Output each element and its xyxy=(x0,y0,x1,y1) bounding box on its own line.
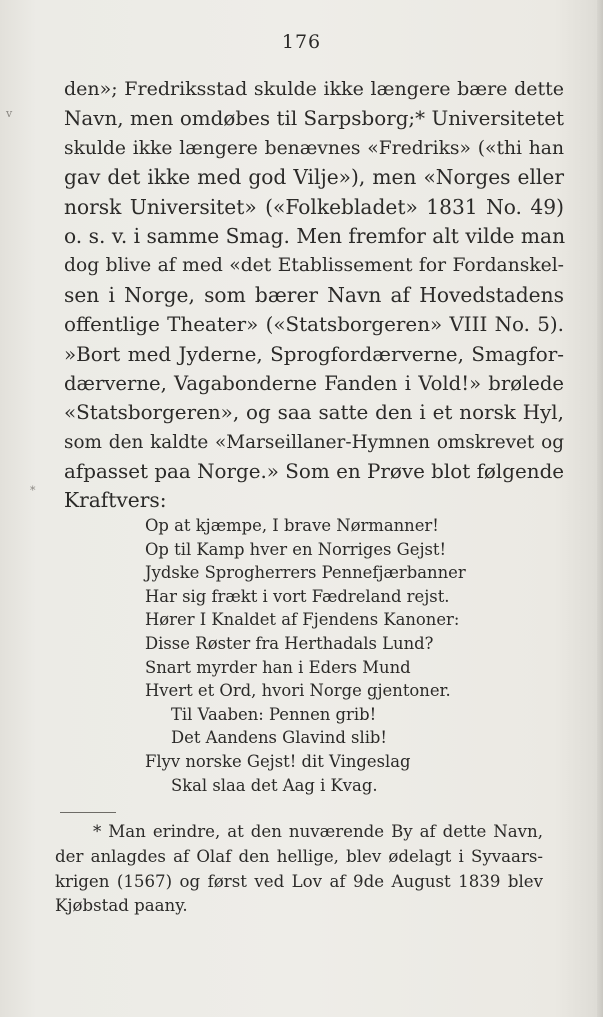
verse-line: Til Vaaben: Pennen grib! xyxy=(171,704,377,724)
text-line: skulde ikke længere benævnes «Fredriks» («thi han xyxy=(64,137,564,159)
footnote-rule xyxy=(60,812,116,813)
text-line: «Statsborgeren», og saa satte den i et norsk Hyl, xyxy=(64,401,564,425)
verse-block xyxy=(145,514,466,797)
verse-line: Disse Røster fra Herthadals Lund? xyxy=(145,633,434,653)
footnote-line: Kjøbstad paany. xyxy=(55,896,188,916)
text-line: den»; Fredriksstad skulde ikke længere bære dette xyxy=(64,78,564,100)
verse-line: Jydske Sprogherrers Pennefjærbanner xyxy=(145,563,466,583)
verse-line: Op at kjæmpe, I brave Nørmanner! xyxy=(145,516,439,535)
text-line: dog blive af med «det Etablissement for Fordanskel- xyxy=(64,255,564,277)
body-text xyxy=(64,75,564,516)
verse-line: Snart myrder han i Eders Mund xyxy=(145,657,411,677)
footnote-line: der anlagdes af Olaf den hellige, blev ødelagt i Syvaars- xyxy=(55,846,543,866)
verse-line: Op til Kamp hver en Norriges Gejst! xyxy=(145,539,447,559)
page-edge xyxy=(597,0,603,1017)
text-line: Kraftvers: xyxy=(64,488,167,513)
text-line: sen i Norge, som bærer Navn af Hovedstadens xyxy=(64,282,564,307)
text-line: »Bort med Jyderne, Sprogfordærverne, Smagfor- xyxy=(64,342,564,366)
footnote-line: krigen (1567) og først ved Lov af 9de August 1839 blev xyxy=(55,871,543,891)
verse-line: Skal slaa det Aag i Kvag. xyxy=(171,775,378,795)
text-line: offentlige Theater» («Statsborgeren» VIII No. 5). xyxy=(64,313,564,337)
text-line: dærverne, Vagabonderne Fanden i Vold!» brølede xyxy=(64,371,564,395)
text-line: o. s. v. i samme Smag. Men fremfor alt vilde man xyxy=(64,223,566,248)
text-line: afpasset paa Norge.» Som en Prøve blot følgende xyxy=(64,460,565,484)
text-line: gav det ikke med god Vilje»), men «Norges eller xyxy=(64,165,564,190)
text-line: Navn, men omdøbes til Sarpsborg;* Universitetet xyxy=(64,107,564,131)
verse-line: Det Aandens Glavind slib! xyxy=(171,728,388,748)
footnote xyxy=(55,820,543,919)
page-number: 176 xyxy=(281,31,322,53)
verse-line: Har sig frækt i vort Fædreland rejst. xyxy=(145,586,450,606)
text-line: norsk Universitet» («Folkebladet» 1831 No. 49) xyxy=(64,194,564,219)
verse-line: Flyv norske Gejst! dit Vingeslag xyxy=(145,751,411,771)
text-line: som den kaldte «Marseillaner-Hymnen omskrevet og xyxy=(64,431,564,453)
margin-mark: v xyxy=(6,107,13,120)
margin-mark: * xyxy=(30,484,36,497)
verse-line: Hører I Knaldet af Fjendens Kanoner: xyxy=(145,610,460,630)
verse-line: Hvert et Ord, hvori Norge gjentoner. xyxy=(145,681,451,701)
footnote-line: * Man erindre, at den nuværende By af dette Navn, xyxy=(93,822,543,841)
